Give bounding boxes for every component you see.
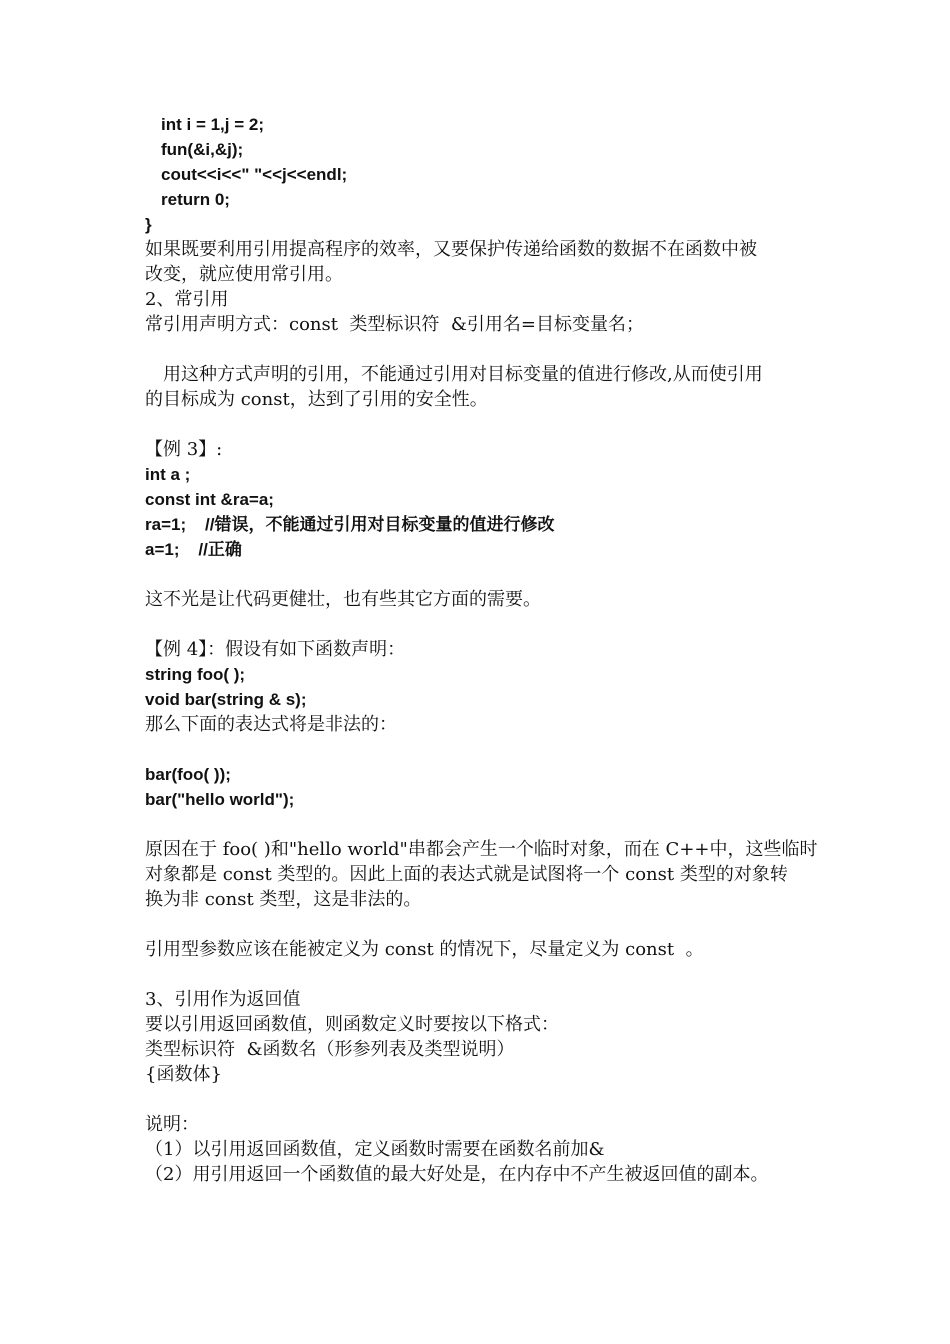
code-line: const int &ra=a; <box>145 490 274 509</box>
code-line: a=1; //正确 <box>145 540 242 559</box>
example-label: 【例 4】：假设有如下函数声明： <box>145 639 406 660</box>
code-line: string foo( ); <box>145 665 246 684</box>
code-line: int i = 1,j = 2; <box>161 115 264 134</box>
notes-heading: 说明： <box>145 1114 199 1135</box>
spacer <box>145 962 810 987</box>
paragraph-line: 的目标成为 const，达到了引用的安全性。 <box>145 389 488 410</box>
const-reference-declaration: 常引用声明方式：const 类型标识符 &引用名=目标变量名； <box>145 314 644 335</box>
paragraph-line: 用这种方式声明的引用，不能通过引用对目标变量的值进行修改,从而使引用 <box>163 364 763 385</box>
paragraph-line: 这不光是让代码更健壮，也有些其它方面的需要。 <box>145 589 541 610</box>
code-line: ra=1; //错误，不能通过引用对目标变量的值进行修改 <box>145 515 555 534</box>
spacer <box>145 737 810 762</box>
paragraph-line: 类型标识符 &函数名（形参列表及类型说明） <box>145 1039 515 1060</box>
paragraph-line: 引用型参数应该在能被定义为 const 的情况下，尽量定义为 const 。 <box>145 939 704 960</box>
paragraph-line: 要以引用返回函数值，则函数定义时要按以下格式： <box>145 1014 559 1035</box>
code-line: bar(foo( )); <box>145 765 231 784</box>
paragraph-line: 对象都是 const 类型的。因此上面的表达式就是试图将一个 const 类型的对象转 <box>145 864 788 885</box>
note-item: （1）以引用返回函数值，定义函数时需要在函数名前加& <box>145 1139 605 1160</box>
code-line: void bar(string & s); <box>145 690 307 709</box>
spacer <box>145 812 810 837</box>
paragraph-line: 那么下面的表达式将是非法的： <box>145 714 397 735</box>
code-line: fun(&i,&j); <box>161 140 244 159</box>
spacer <box>145 562 810 587</box>
spacer <box>145 912 810 937</box>
code-line: bar("hello world"); <box>145 790 295 809</box>
section-heading: 3、引用作为返回值 <box>145 989 301 1010</box>
note-item: （2）用引用返回一个函数值的最大好处是，在内存中不产生被返回值的副本。 <box>145 1164 769 1185</box>
code-line: cout<<i<<" "<<j<<endl; <box>161 165 348 184</box>
code-line: int a ; <box>145 465 191 484</box>
paragraph-line: 改变，就应使用常引用。 <box>145 264 343 285</box>
spacer <box>145 412 810 437</box>
spacer <box>145 337 810 362</box>
paragraph-line: 换为非 const 类型，这是非法的。 <box>145 889 422 910</box>
example-label: 【例 3】: <box>145 439 223 460</box>
paragraph-line: 如果既要利用引用提高程序的效率，又要保护传递给函数的数据不在函数中被 <box>145 239 757 260</box>
spacer <box>145 612 810 637</box>
paragraph-line: 原因在于 foo( )和"hello world"串都会产生一个临时对象，而在 C++中，这些临时 <box>145 839 818 860</box>
document-page <box>145 112 818 1187</box>
section-heading: 2、常引用 <box>145 289 229 310</box>
paragraph-line: {函数体} <box>145 1064 222 1085</box>
closing-brace: } <box>145 215 152 234</box>
spacer <box>145 1087 810 1112</box>
code-line: return 0; <box>161 190 230 209</box>
